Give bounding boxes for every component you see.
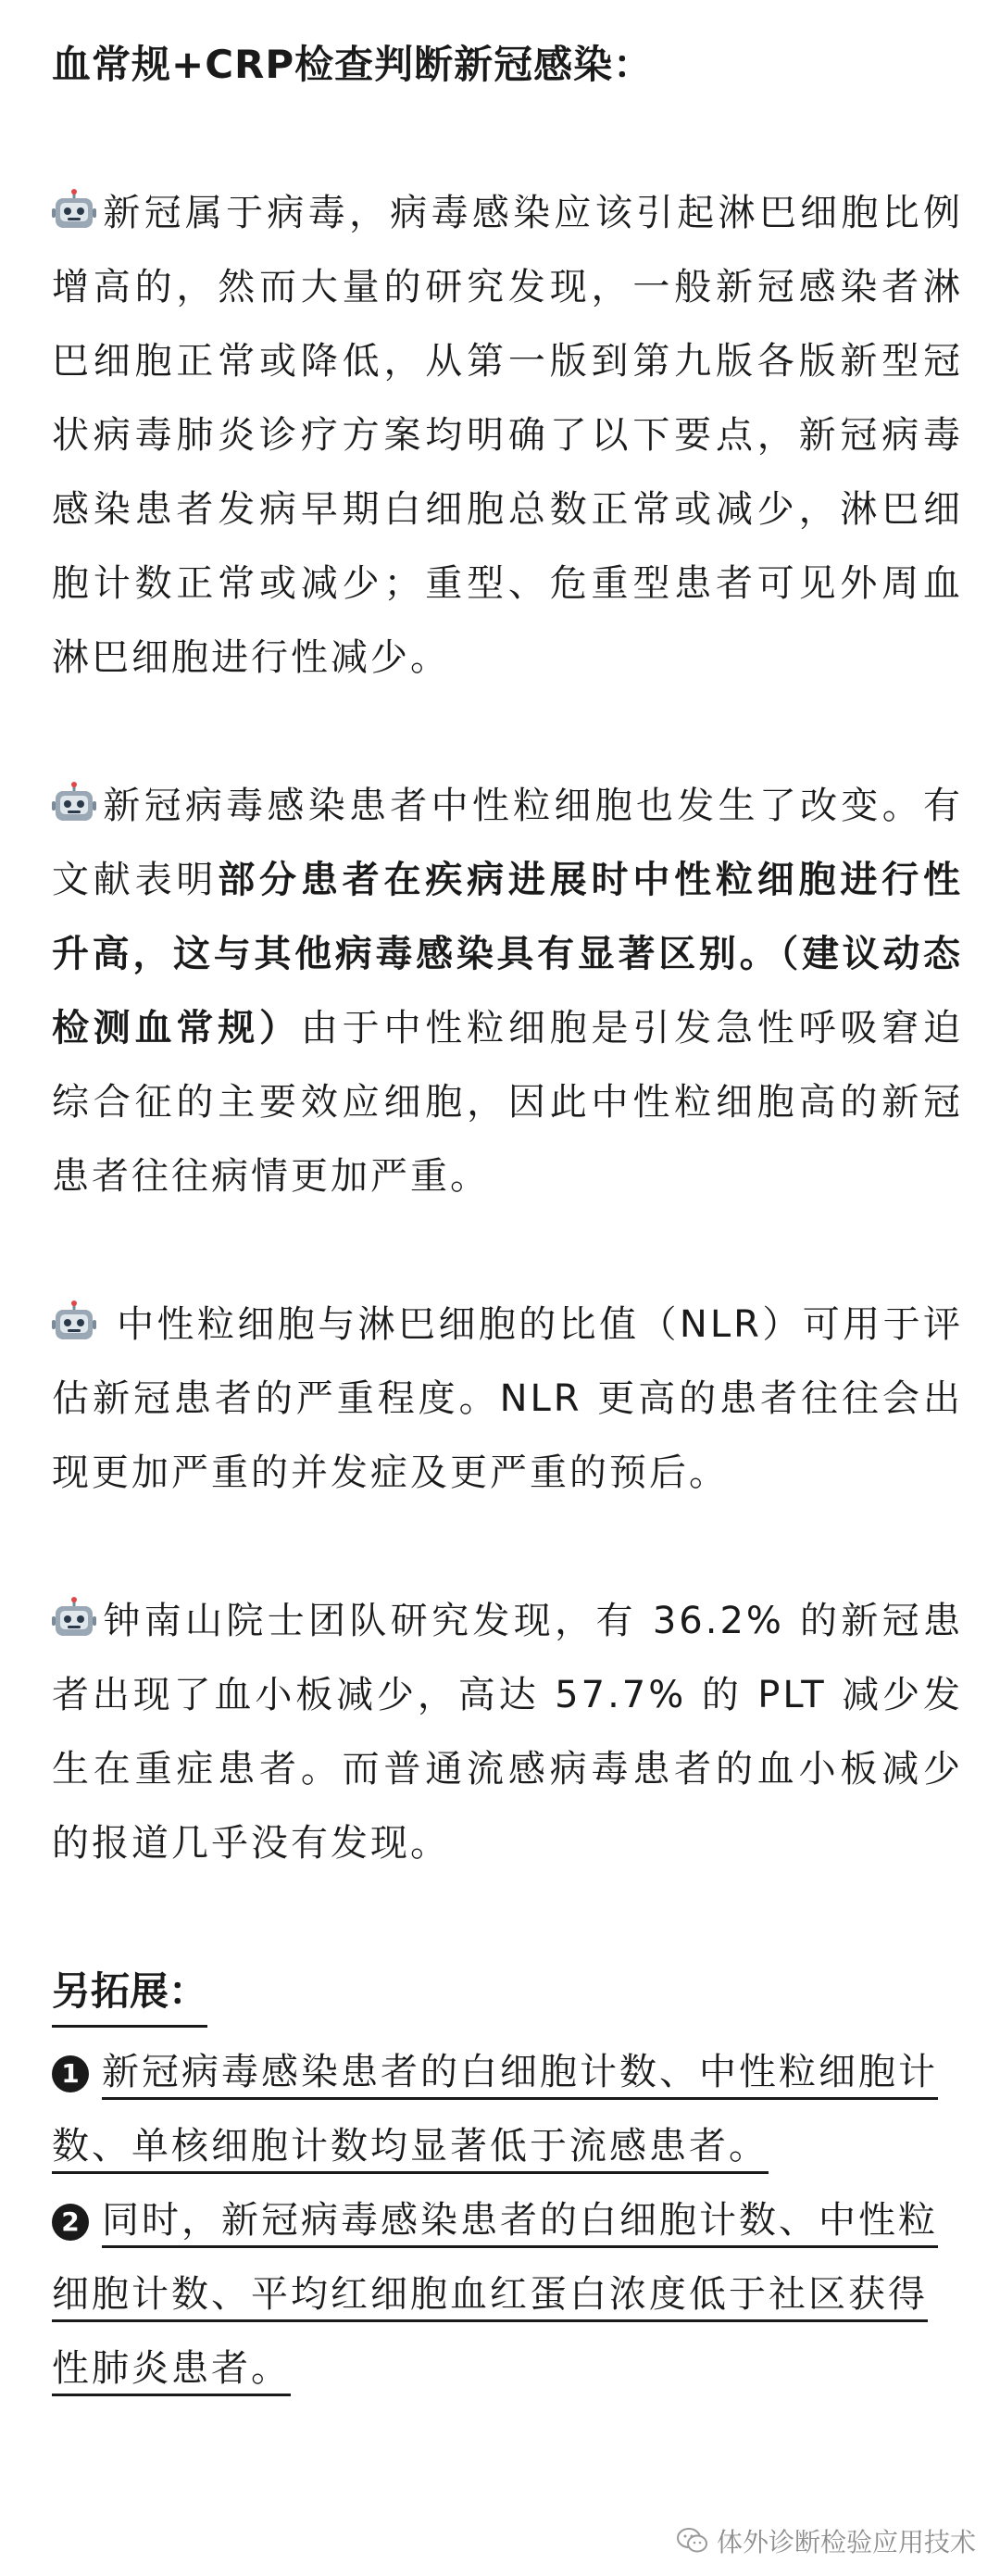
number-badge: 2 (52, 2204, 89, 2241)
spacer (52, 102, 963, 176)
spacer (52, 1880, 963, 1954)
paragraph-text: 新冠属于病毒，病毒感染应该引起淋巴细胞比例增高的，然而大量的研究发现，一般新冠感染者淋巴细胞正常或降低，从第一版到第九版各版新型冠状病毒肺炎诊疗方案均明确了以下要点，新冠病毒感染患者发病早期白细胞总数正常或减少，淋巴细胞计数正常或减少；重型、危重型患者可见外周血淋巴细胞进行性减少。 (52, 192, 963, 679)
spacer (52, 1213, 963, 1288)
paragraph-text: 中性粒细胞与淋巴细胞的比值（NLR）可用于评估新冠患者的严重程度。NLR 更高的患者往往会出现更加严重的并发症及更严重的预后。 (52, 1303, 963, 1494)
paragraph-bold-text: 部分患者在疾病进展时中性粒细胞进行性升高，这与其他病毒感染具有显著区别。（建议动态检测血常规） (52, 859, 964, 1049)
extension-item-content (52, 2051, 938, 2168)
paragraph-lymphocyte (52, 176, 963, 695)
wechat-icon (676, 2527, 709, 2555)
watermark (676, 2522, 976, 2559)
watermark-text: 体外诊断检验应用技术 (716, 2527, 976, 2557)
extension-item-content (52, 2199, 938, 2390)
spacer (52, 695, 963, 769)
number-badge: 1 (52, 2055, 89, 2092)
paragraph-text: 新冠病毒感染患者中性粒细胞也发生了改变。有文献表明 (52, 785, 963, 901)
extension-item-text: 同时，新冠病毒感染患者的白细胞计数、中性粒细胞计数、平均红细胞血红蛋白浓度低于社区获得性肺炎患者。 (52, 2199, 938, 2390)
article-body (52, 28, 963, 2406)
robot-icon (52, 1596, 96, 1640)
paragraph-nlr (52, 1288, 963, 1510)
paragraph-text: 钟南山院士团队研究发现，有 36.2% 的新冠患者出现了血小板减少，高达 57.7% 的 PLT 减少发生在重症患者。而普通流感病毒患者的血小板减少的报道几乎没有发现。 (52, 1600, 963, 1865)
extension-list (52, 2035, 963, 2406)
spacer (52, 1510, 963, 1584)
paragraph-text: 由于中性粒细胞是引发急性呼吸窘迫综合征的主要效应细胞，因此中性粒细胞高的新冠患者往往病情更加严重。 (52, 1007, 964, 1198)
robot-icon (52, 188, 96, 232)
extension-title: 另拓展： (52, 1964, 207, 2028)
paragraph-neutrophil (52, 769, 963, 1213)
paragraph-platelet (52, 1584, 963, 1880)
robot-icon (52, 781, 96, 825)
extension-item-text: 新冠病毒感染患者的白细胞计数、中性粒细胞计数、单核细胞计数均显著低于流感患者。 (52, 2051, 938, 2168)
page-title: 血常规+CRP检查判断新冠感染： (52, 42, 654, 87)
robot-icon (52, 1300, 96, 1344)
extension-item (52, 2183, 963, 2406)
extension-item (52, 2035, 963, 2183)
